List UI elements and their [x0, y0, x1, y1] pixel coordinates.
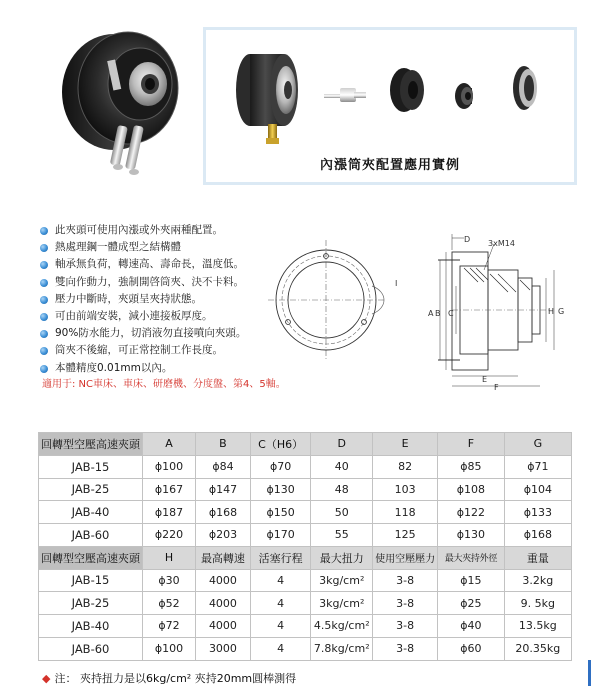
- feature-item: 雙向作動力，強制開啓筒夾、決不卡料。: [38, 274, 288, 291]
- edge-marker: [588, 660, 591, 686]
- configuration-example-panel: [203, 27, 577, 185]
- table-cell: 3kg/cm²: [311, 569, 373, 592]
- feature-list: [38, 222, 288, 377]
- table-cell: JAB-60: [39, 524, 143, 547]
- header-cell: 最高轉速: [195, 546, 250, 569]
- label-i: I: [395, 279, 398, 288]
- table-cell: 4: [250, 637, 310, 660]
- header-cell: 使用空壓壓力: [373, 546, 438, 569]
- feature-item: 壓力中斷時，夾頭呈夾持狀態。: [38, 291, 288, 308]
- table-cell: JAB-40: [39, 615, 143, 638]
- table-cell: ϕ30: [143, 569, 196, 592]
- table-cell: 3.2kg: [504, 569, 571, 592]
- table-cell: JAB-25: [39, 592, 143, 615]
- label-h: H: [548, 307, 555, 316]
- bullet-icon: [40, 347, 48, 355]
- table-cell: 48: [311, 478, 373, 501]
- table-row: [39, 615, 572, 638]
- table-row: [39, 455, 572, 478]
- feature-item: 此夾頭可使用內漲或外夾兩種配置。: [38, 222, 288, 239]
- table-cell: ϕ108: [438, 478, 505, 501]
- bullet-icon: [40, 296, 48, 304]
- bullet-icon: [40, 227, 48, 235]
- header-cell: 回轉型空壓高速夾頭: [39, 433, 143, 456]
- table-cell: JAB-60: [39, 637, 143, 660]
- header-cell: B: [195, 433, 250, 456]
- table-cell: 4.5kg/cm²: [311, 615, 373, 638]
- table-cell: 3-8: [373, 637, 438, 660]
- feature-item: 本體精度0.01mm以內。: [38, 360, 288, 377]
- feature-item: 可由前端安裝，減小連接板厚度。: [38, 308, 288, 325]
- internal-collet-exploded-view: [206, 30, 574, 148]
- table-row: [39, 592, 572, 615]
- header-cell: G: [504, 433, 571, 456]
- header-cell: C（H6）: [250, 433, 310, 456]
- table-cell: 4000: [195, 592, 250, 615]
- table-cell: JAB-15: [39, 455, 143, 478]
- header-cell: 重量: [504, 546, 571, 569]
- table-cell: 3kg/cm²: [311, 592, 373, 615]
- bullet-icon: [40, 330, 48, 338]
- table-cell: 3-8: [373, 615, 438, 638]
- feature-item: 軸承無負荷，轉速高、壽命長，溫度低。: [38, 256, 288, 273]
- table-cell: ϕ150: [250, 501, 310, 524]
- table-cell: 82: [373, 455, 438, 478]
- header-cell: 活塞行程: [250, 546, 310, 569]
- table-cell: 20.35kg: [504, 637, 571, 660]
- table-cell: 103: [373, 478, 438, 501]
- feature-item: 熱處理鋼一體成型之結構體: [38, 239, 288, 256]
- side-view-drawing: [438, 234, 554, 386]
- bullet-icon: [40, 261, 48, 269]
- applications-text: 適用于: NC車床、車床、研磨機、分度盤、第4、5軸。: [42, 379, 286, 390]
- table-header-row: [39, 546, 572, 569]
- table-cell: ϕ60: [438, 637, 505, 660]
- specification-table: [38, 432, 572, 661]
- table-cell: 4: [250, 592, 310, 615]
- table-cell: 7.8kg/cm²: [311, 637, 373, 660]
- table-cell: ϕ40: [438, 615, 505, 638]
- label-g: G: [558, 307, 565, 316]
- header-cell: D: [311, 433, 373, 456]
- table-cell: ϕ168: [195, 501, 250, 524]
- table-cell: JAB-40: [39, 501, 143, 524]
- table-cell: ϕ147: [195, 478, 250, 501]
- header-cell: 最大夾持外徑: [438, 546, 505, 569]
- technical-drawing: [268, 230, 590, 390]
- table-header-row: [39, 433, 572, 456]
- table-cell: ϕ168: [504, 524, 571, 547]
- table-cell: ϕ100: [143, 637, 196, 660]
- table-cell: 40: [311, 455, 373, 478]
- table-cell: ϕ203: [195, 524, 250, 547]
- table-row: [39, 524, 572, 547]
- label-bolt: 3xM14: [488, 239, 515, 248]
- header-cell: F: [438, 433, 505, 456]
- table-row: [39, 501, 572, 524]
- table-cell: 3-8: [373, 569, 438, 592]
- label-c: C: [448, 309, 454, 318]
- header-cell: 回轉型空壓高速夾頭: [39, 546, 143, 569]
- table-cell: ϕ170: [250, 524, 310, 547]
- label-d: D: [464, 235, 471, 244]
- table-row: [39, 637, 572, 660]
- table-cell: 4: [250, 615, 310, 638]
- header-cell: 最大扭力: [311, 546, 373, 569]
- table-cell: ϕ72: [143, 615, 196, 638]
- table-cell: ϕ104: [504, 478, 571, 501]
- table-cell: ϕ130: [250, 478, 310, 501]
- bullet-icon: [40, 244, 48, 252]
- table-cell: ϕ133: [504, 501, 571, 524]
- table-cell: 4000: [195, 615, 250, 638]
- table-cell: ϕ52: [143, 592, 196, 615]
- chuck-product-photo: [54, 14, 196, 180]
- table-cell: 118: [373, 501, 438, 524]
- table-cell: ϕ100: [143, 455, 196, 478]
- table-cell: ϕ220: [143, 524, 196, 547]
- table-row: [39, 478, 572, 501]
- header-cell: H: [143, 546, 196, 569]
- header-cell: E: [373, 433, 438, 456]
- table-cell: 13.5kg: [504, 615, 571, 638]
- footnote-text: 注： 夾持扭力是以6kg/cm² 夾持20mm圓棒測得: [54, 672, 297, 685]
- table-cell: 125: [373, 524, 438, 547]
- table-cell: 9. 5kg: [504, 592, 571, 615]
- bullet-icon: [40, 279, 48, 287]
- footnote: [42, 670, 296, 686]
- diamond-icon: ◆: [42, 672, 51, 685]
- table-cell: 3-8: [373, 592, 438, 615]
- table-cell: 55: [311, 524, 373, 547]
- table-cell: ϕ84: [195, 455, 250, 478]
- table-cell: 3000: [195, 637, 250, 660]
- table-cell: 4: [250, 569, 310, 592]
- feature-item: 90%防水能力，切消液勿直接噴向夾頭。: [38, 325, 288, 342]
- configuration-caption: 內漲筒夾配置應用實例: [319, 158, 460, 173]
- feature-item: 筒夾不後縮，可正常控制工作長度。: [38, 342, 288, 359]
- table-cell: JAB-25: [39, 478, 143, 501]
- table-cell: 4000: [195, 569, 250, 592]
- table-cell: ϕ187: [143, 501, 196, 524]
- table-cell: ϕ85: [438, 455, 505, 478]
- table-cell: ϕ25: [438, 592, 505, 615]
- table-cell: 50: [311, 501, 373, 524]
- table-cell: JAB-15: [39, 569, 143, 592]
- header-cell: A: [143, 433, 196, 456]
- table-cell: ϕ130: [438, 524, 505, 547]
- table-cell: ϕ122: [438, 501, 505, 524]
- table-cell: ϕ70: [250, 455, 310, 478]
- label-a: A: [428, 309, 434, 318]
- bullet-icon: [40, 365, 48, 373]
- table-row: [39, 569, 572, 592]
- table-cell: ϕ15: [438, 569, 505, 592]
- table-cell: ϕ71: [504, 455, 571, 478]
- bullet-icon: [40, 313, 48, 321]
- table-cell: ϕ167: [143, 478, 196, 501]
- label-b: B: [435, 309, 441, 318]
- label-e: E: [482, 375, 488, 384]
- front-view-drawing: [268, 240, 384, 360]
- label-f: F: [494, 383, 499, 390]
